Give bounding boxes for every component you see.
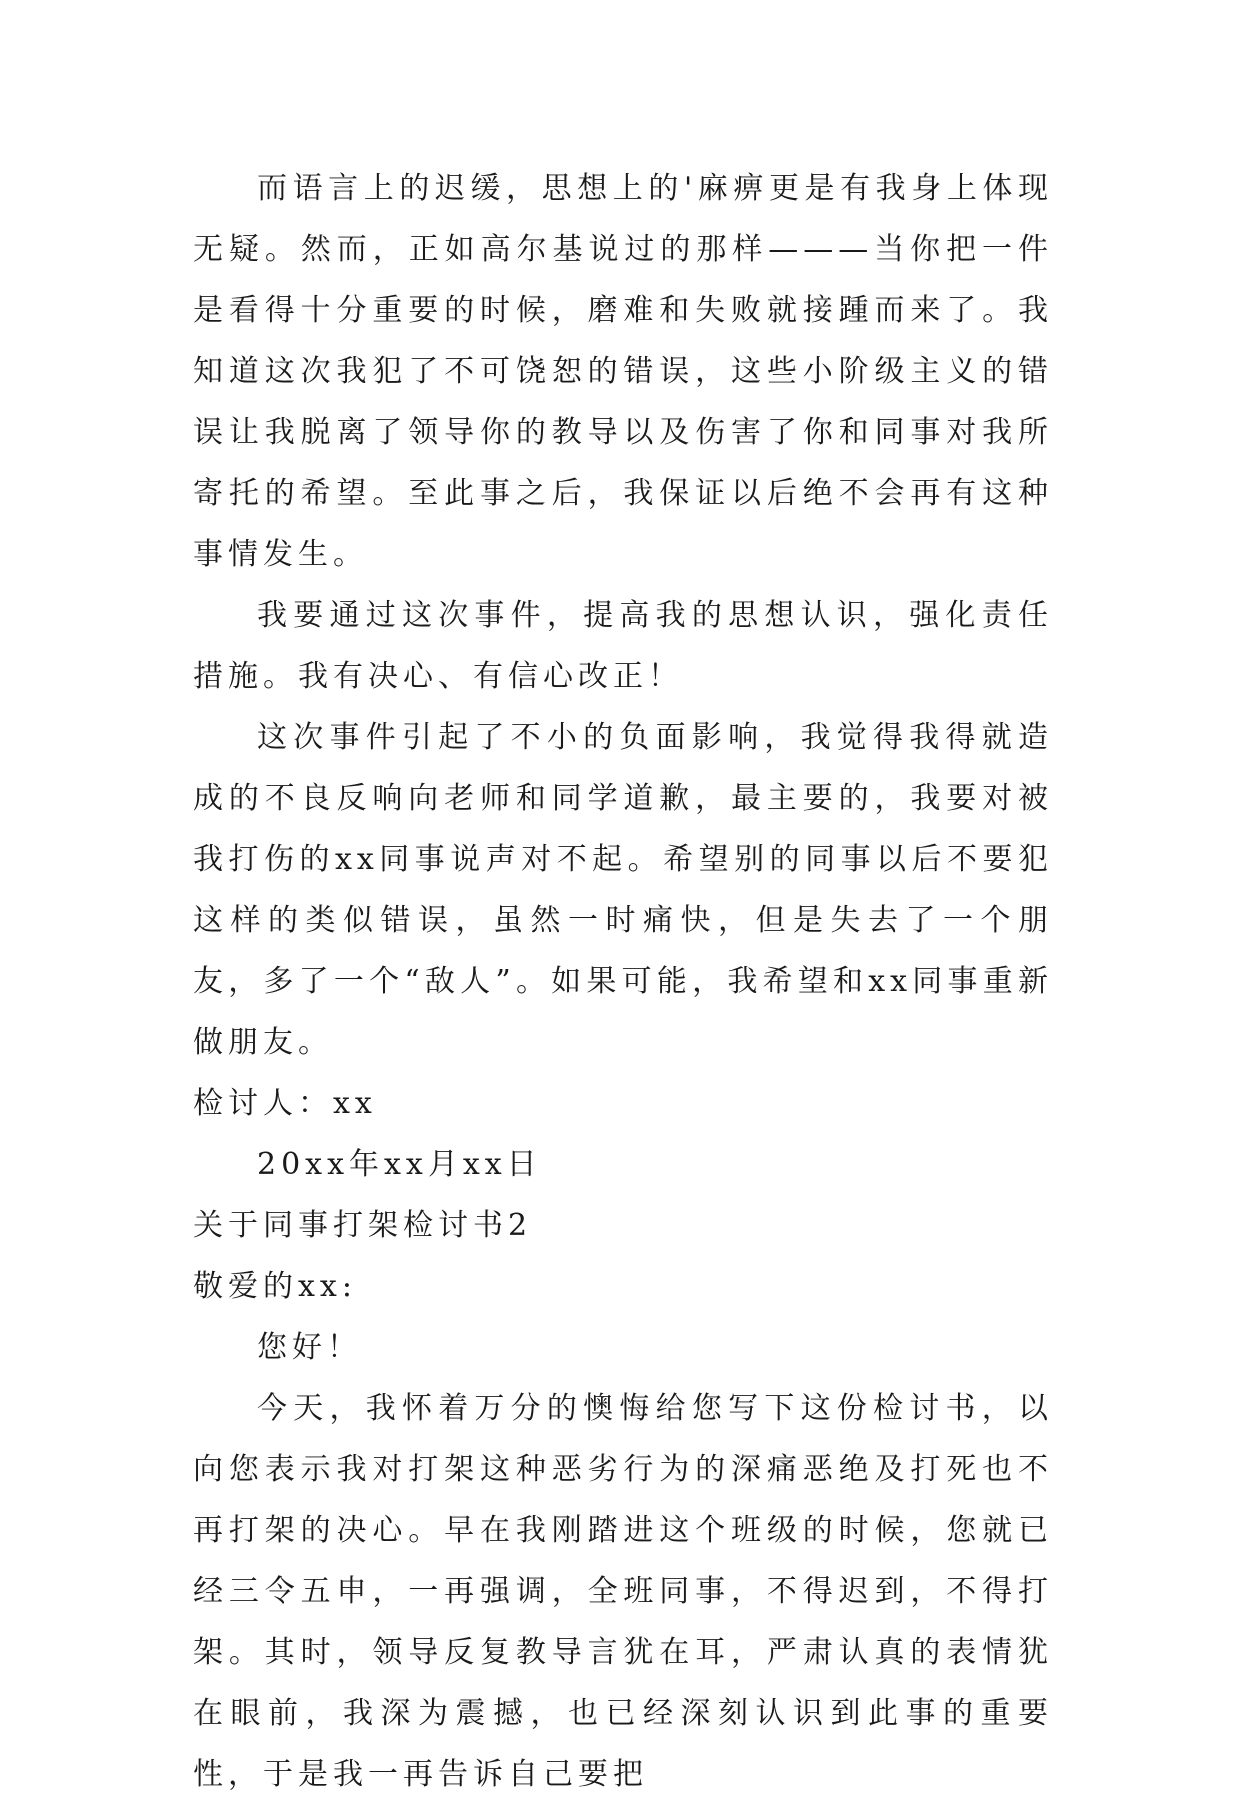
greeting: 您好！ — [257, 1330, 362, 1365]
second-letter-title: 关于同事打架检讨书2 — [193, 1208, 533, 1243]
paragraph-3: 这次事件引起了不小的负面影响，我觉得我得就造成的不良反响向老师和同学道歉，最主要的，我要对被我打伤的xx同事说声对不起。希望别的同事以后不要犯这样的类似错误，虽然一时痛快，但是失去了一个朋友，多了一个“敌人”。如果可能，我希望和xx同事重新做朋友。 — [193, 720, 1053, 1060]
date-line: 20xx年xx月xx日 — [257, 1147, 542, 1182]
paragraph-2: 我要通过这次事件，提高我的思想认识，强化责任措施。我有决心、有信心改正！ — [193, 598, 1053, 694]
paragraph-4: 今天，我怀着万分的懊悔给您写下这份检讨书，以向您表示我对打架这种恶劣行为的深痛恶绝及打死也不再打架的决心。早在我刚踏进这个班级的时候，您就已经三令五申，一再强调，全班同事，不得迟到，不得打架。其时，领导反复教导言犹在耳，严肃认真的表情犹在眼前，我深为震撼，也已经深刻认识到此事的重要性，于是我一再告诉自己要把 — [193, 1391, 1053, 1792]
paragraph-1: 而语言上的迟缓，思想上的'麻痹更是有我身上体现无疑。然而，正如高尔基说过的那样———当你把一件是看得十分重要的时候，磨难和失败就接踵而来了。我知道这次我犯了不可饶恕的错误，这些小阶级主义的错误让我脱离了领导你的教导以及伤害了你和同事对我所寄托的希望。至此事之后，我保证以后绝不会再有这种事情发生。 — [193, 171, 1053, 572]
document-page — [193, 158, 1053, 1805]
signer-line: 检讨人：xx — [193, 1086, 377, 1121]
salutation: 敬爱的xx: — [193, 1269, 357, 1304]
